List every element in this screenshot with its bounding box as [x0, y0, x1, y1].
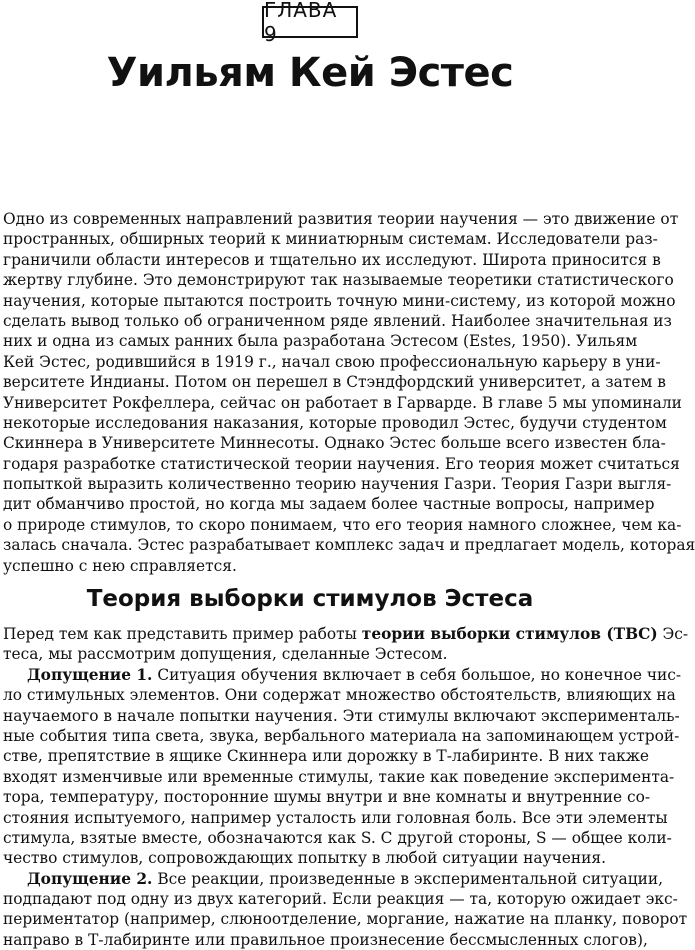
- text-line: Одно из современных направлений развития теории научения — это движение от: [3, 210, 679, 228]
- section-title: Теория выборки стимулов Эстеса: [86, 586, 534, 612]
- text-line: стимула, взятые вместе, обозначаются как S. С другой стороны, S — общее коли-: [3, 828, 672, 847]
- text-line: тора, температуру, посторонние шумы внутри и вне комнаты и внутренние со-: [3, 788, 651, 807]
- text-line: успешно с нею справляется.: [3, 556, 237, 575]
- assumption-1-first-line: [3, 665, 682, 685]
- text-line: стояния испытуемого, например усталость или головная боль. Все эти элементы: [3, 808, 668, 827]
- text-line: [3, 624, 689, 644]
- text-line: подпадают под одну из двух категорий. Если реакция — та, которую ожидает экс-: [3, 890, 678, 909]
- text-line: о природе стимулов, то скоро понимаем, что его теория намного сложнее, чем ка-: [3, 515, 682, 534]
- text-run: Перед тем как представить пример работы: [3, 625, 362, 643]
- text-line: годаря разработке статистической теории научения. Его теория может считаться: [3, 454, 680, 473]
- text-line: теса, мы рассмотрим допущения, сделанные Эстесом.: [3, 645, 448, 664]
- text-line: научаемого в начале попытки научения. Эти стимулы включают эксперименталь-: [3, 706, 680, 725]
- text-line: научения, которые пытаются построить точную мини-систему, из которой можно: [3, 291, 676, 310]
- text-run: Ситуация обучения включает в себя большое, но конечное чис-: [152, 665, 682, 684]
- text-line: стве, препятствие в ящике Скиннера или дорожку в Т-лабиринте. В них также: [3, 747, 650, 766]
- intro-paragraph: [3, 209, 695, 576]
- text-line: Кей Эстес, родившийся в 1919 г., начал свою профессиональную карьеру в уни-: [3, 352, 661, 371]
- assumption-1-label: Допущение 1.: [27, 665, 153, 684]
- text-line: них и одна из самых ранних была разработана Эстесом (Estes, 1950). Уильям: [3, 332, 638, 351]
- text-line: граничили области интересов и тщательно их исследуют. Широта приносится в: [3, 250, 661, 269]
- text-line: ные события типа света, звука, вербального материала на запоминающем устрой-: [3, 726, 680, 745]
- section-body: [3, 624, 689, 950]
- text-line: направо в Т-лабиринте или правильное произнесение бессмысленных слогов),: [3, 930, 648, 949]
- text-line: пространных, обширных теорий к миниатюрным системам. Исследователи раз-: [3, 230, 658, 249]
- text-line: некоторые исследования наказания, которые проводил Эстес, будучи студентом: [3, 413, 667, 432]
- text-line: сделать вывод только об ограниченном ряде явлений. Наиболее значительная из: [3, 311, 672, 330]
- text-line: верситете Индианы. Потом он перешел в Стэндфордский университет, а затем в: [3, 373, 666, 392]
- assumption-2-label: Допущение 2.: [27, 869, 153, 888]
- text-line: периментатор (например, слюноотделение, моргание, нажатие на планку, поворот: [3, 910, 688, 929]
- text-line: залась сначала. Эстес разрабатывает комплекс задач и предлагает модель, которая: [3, 536, 695, 555]
- text-line: входят изменчивые или временные стимулы, такие как поведение эксперимента-: [3, 767, 675, 786]
- text-line: попыткой выразить количественно теорию научения Газри. Теория Газри выгля-: [3, 475, 672, 494]
- text-line: ло стимульных элементов. Они содержат множество обстоятельств, влияющих на: [3, 686, 676, 705]
- text-line: Скиннера в Университете Миннесоты. Однако Эстес больше всего известен бла-: [3, 434, 666, 453]
- term-bold: теории выборки стимулов (ТВС): [361, 625, 658, 643]
- text-run: Все реакции, произведенные в экспериментальной ситуации,: [152, 869, 664, 888]
- chapter-title: Уильям Кей Эстес: [106, 50, 514, 96]
- text-line: Университет Рокфеллера, сейчас он работает в Гарварде. В главе 5 мы упоминали: [3, 393, 682, 412]
- text-line: дит обманчиво простой, но когда мы задаем более частные вопросы, например: [3, 495, 655, 514]
- text-run: Эс-: [657, 625, 689, 643]
- text-line: чество стимулов, сопровождающих попытку в любой ситуации научения.: [3, 849, 607, 868]
- chapter-label: ГЛАВА 9: [262, 6, 358, 38]
- text-line: жертву глубине. Это демонстрируют так называемые теоретики статистического: [3, 271, 674, 290]
- assumption-2-first-line: [3, 869, 664, 889]
